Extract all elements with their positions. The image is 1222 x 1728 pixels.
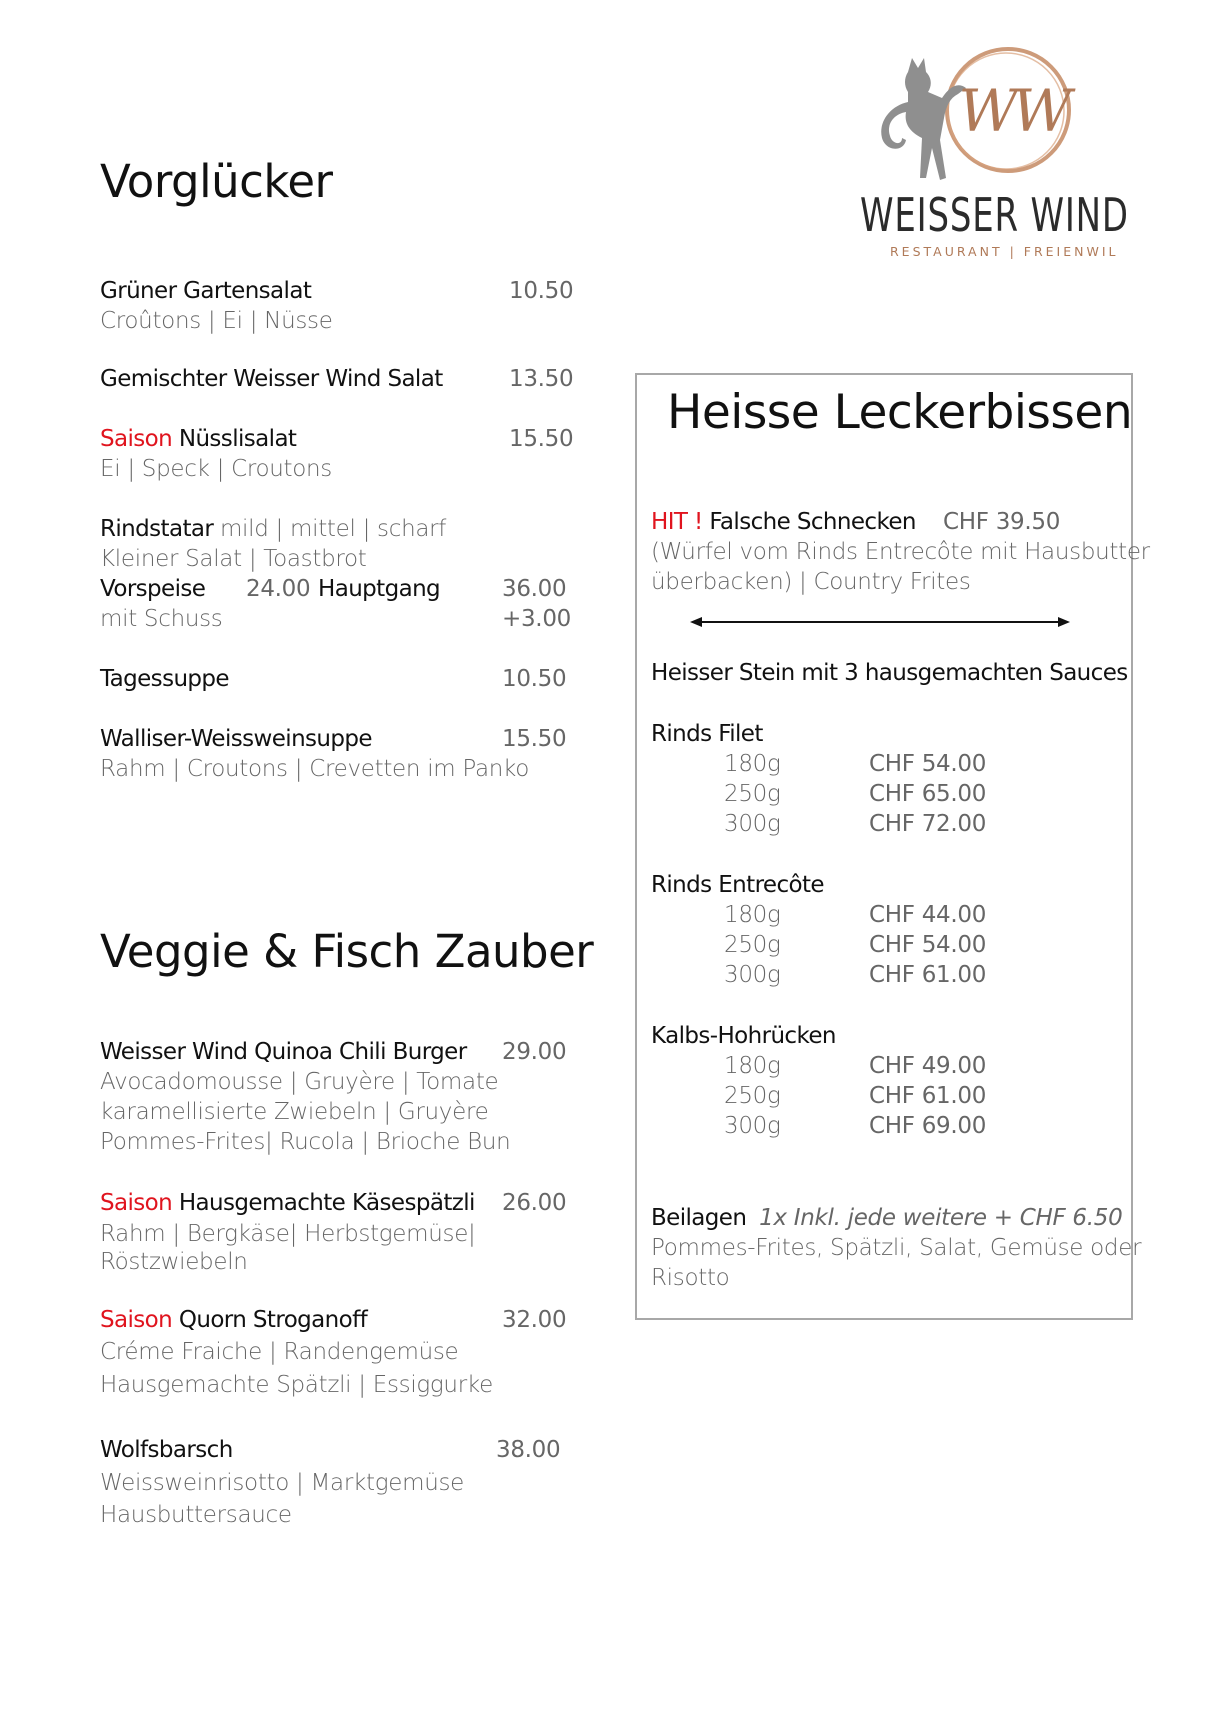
dish-title-line bbox=[651, 509, 916, 535]
section-title-vorgluecker: Vorglücker bbox=[100, 155, 333, 208]
weight: 250g bbox=[724, 781, 781, 807]
dish-title-line bbox=[100, 426, 296, 452]
schuss-label: mit Schuss bbox=[100, 606, 223, 632]
dish-price: 10.50 bbox=[509, 278, 574, 304]
dish-description: Avocadomousse | Gruyère | Tomate bbox=[100, 1069, 499, 1095]
dish-name: Grüner Gartensalat bbox=[100, 278, 312, 304]
dish-title-line bbox=[100, 1190, 475, 1216]
dish-description: überbacken) | Country Frites bbox=[651, 569, 971, 595]
saison-tag: Saison bbox=[100, 1307, 173, 1333]
dish-price: 15.50 bbox=[502, 726, 567, 752]
dish-description: Croûtons | Ei | Nüsse bbox=[100, 308, 333, 334]
beilagen-note: 1x Inkl. jede weitere + CHF 6.50 bbox=[759, 1205, 1123, 1231]
dish-price: 38.00 bbox=[496, 1437, 561, 1463]
dish-description: Pommes-Frites| Rucola | Brioche Bun bbox=[100, 1129, 511, 1155]
price: CHF 72.00 bbox=[869, 811, 987, 837]
dish-description: (Würfel vom Rinds Entrecôte mit Hausbutter bbox=[651, 539, 1150, 565]
dish-price: 10.50 bbox=[502, 666, 567, 692]
price: CHF 61.00 bbox=[869, 962, 987, 988]
weight: 180g bbox=[724, 1053, 781, 1079]
dish-price: 32.00 bbox=[502, 1307, 567, 1333]
dish-name: Wolfsbarsch bbox=[100, 1437, 233, 1463]
dish-price: 26.00 bbox=[502, 1190, 567, 1216]
price: CHF 49.00 bbox=[869, 1053, 987, 1079]
dish-description: Rahm | Croutons | Crevetten im Panko bbox=[100, 756, 529, 782]
dish-name: Walliser-Weissweinsuppe bbox=[100, 726, 372, 752]
dish-price: CHF 39.50 bbox=[943, 509, 1061, 535]
price: CHF 54.00 bbox=[869, 751, 987, 777]
cat-icon bbox=[881, 58, 966, 180]
vorspeise-price: 24.00 bbox=[246, 576, 311, 602]
dish-name: Gemischter Weisser Wind Salat bbox=[100, 366, 443, 392]
beilagen-description: Risotto bbox=[651, 1265, 730, 1291]
weight: 300g bbox=[724, 962, 781, 988]
dish-description: Röstzwiebeln bbox=[100, 1249, 248, 1275]
dish-price: 13.50 bbox=[509, 366, 574, 392]
section-title-heisse: Heisse Leckerbissen bbox=[667, 385, 1133, 440]
restaurant-logo bbox=[850, 28, 1150, 268]
schuss-price: +3.00 bbox=[502, 606, 571, 632]
dish-description: Hausgemachte Spätzli | Essiggurke bbox=[100, 1372, 493, 1398]
dish-description: Kleiner Salat | Toastbrot bbox=[100, 546, 367, 572]
dish-description: Créme Fraiche | Randengemüse bbox=[100, 1339, 459, 1365]
dish-name: Quorn Stroganoff bbox=[178, 1307, 368, 1333]
price: CHF 54.00 bbox=[869, 932, 987, 958]
dish-name: Tagessuppe bbox=[100, 666, 229, 692]
price: CHF 69.00 bbox=[869, 1113, 987, 1139]
beilagen-label: Beilagen bbox=[651, 1205, 747, 1231]
dish-price: 29.00 bbox=[502, 1039, 567, 1065]
dish-options: mild | mittel | scharf bbox=[219, 516, 447, 542]
hauptgang-price: 36.00 bbox=[502, 576, 567, 602]
dish-name: Falsche Schnecken bbox=[709, 509, 916, 535]
dish-name: Weisser Wind Quinoa Chili Burger bbox=[100, 1039, 467, 1065]
hit-tag: HIT ! bbox=[651, 509, 703, 535]
price: CHF 44.00 bbox=[869, 902, 987, 928]
price: CHF 61.00 bbox=[869, 1083, 987, 1109]
weight: 250g bbox=[724, 932, 781, 958]
dish-title-line bbox=[100, 516, 446, 542]
logo-tagline: RESTAURANT | FREIENWIL bbox=[890, 244, 1119, 259]
weight: 180g bbox=[724, 751, 781, 777]
price: CHF 65.00 bbox=[869, 781, 987, 807]
weight: 300g bbox=[724, 1113, 781, 1139]
saison-tag: Saison bbox=[100, 1190, 173, 1216]
meat-name: Rinds Filet bbox=[651, 721, 763, 747]
weight: 300g bbox=[724, 811, 781, 837]
dish-description: Hausbuttersauce bbox=[100, 1502, 292, 1528]
logo-name: WEISSER WIND bbox=[860, 188, 1129, 242]
saison-tag: Saison bbox=[100, 426, 173, 452]
dish-name: Rindstatar bbox=[100, 516, 214, 542]
dish-price: 15.50 bbox=[509, 426, 574, 452]
weight: 250g bbox=[724, 1083, 781, 1109]
dish-description: Ei | Speck | Croutons bbox=[100, 456, 332, 482]
meat-name: Kalbs-Hohrücken bbox=[651, 1023, 836, 1049]
section-title-veggie: Veggie & Fisch Zauber bbox=[100, 925, 594, 978]
dish-title-line bbox=[100, 1307, 367, 1333]
meat-name: Rinds Entrecôte bbox=[651, 872, 824, 898]
dish-description: Rahm | Bergkäse| Herbstgemüse| bbox=[100, 1221, 476, 1247]
beilagen-description: Pommes-Frites, Spätzli, Salat, Gemüse oder bbox=[651, 1235, 1142, 1261]
hauptgang-label: Hauptgang bbox=[318, 576, 441, 602]
weight: 180g bbox=[724, 902, 781, 928]
double-arrow-divider bbox=[690, 612, 1070, 632]
heisser-stein-heading: Heisser Stein mit 3 hausgemachten Sauces bbox=[651, 660, 1128, 686]
dish-name: Nüsslisalat bbox=[178, 426, 297, 452]
dish-name: Hausgemachte Käsespätzli bbox=[178, 1190, 475, 1216]
dish-description: karamellisierte Zwiebeln | Gruyère bbox=[100, 1099, 489, 1125]
dish-description: Weissweinrisotto | Marktgemüse bbox=[100, 1470, 465, 1496]
vorspeise-label: Vorspeise bbox=[100, 576, 206, 602]
beilagen-line bbox=[651, 1205, 1122, 1231]
logo-monogram: WW bbox=[958, 77, 1066, 145]
